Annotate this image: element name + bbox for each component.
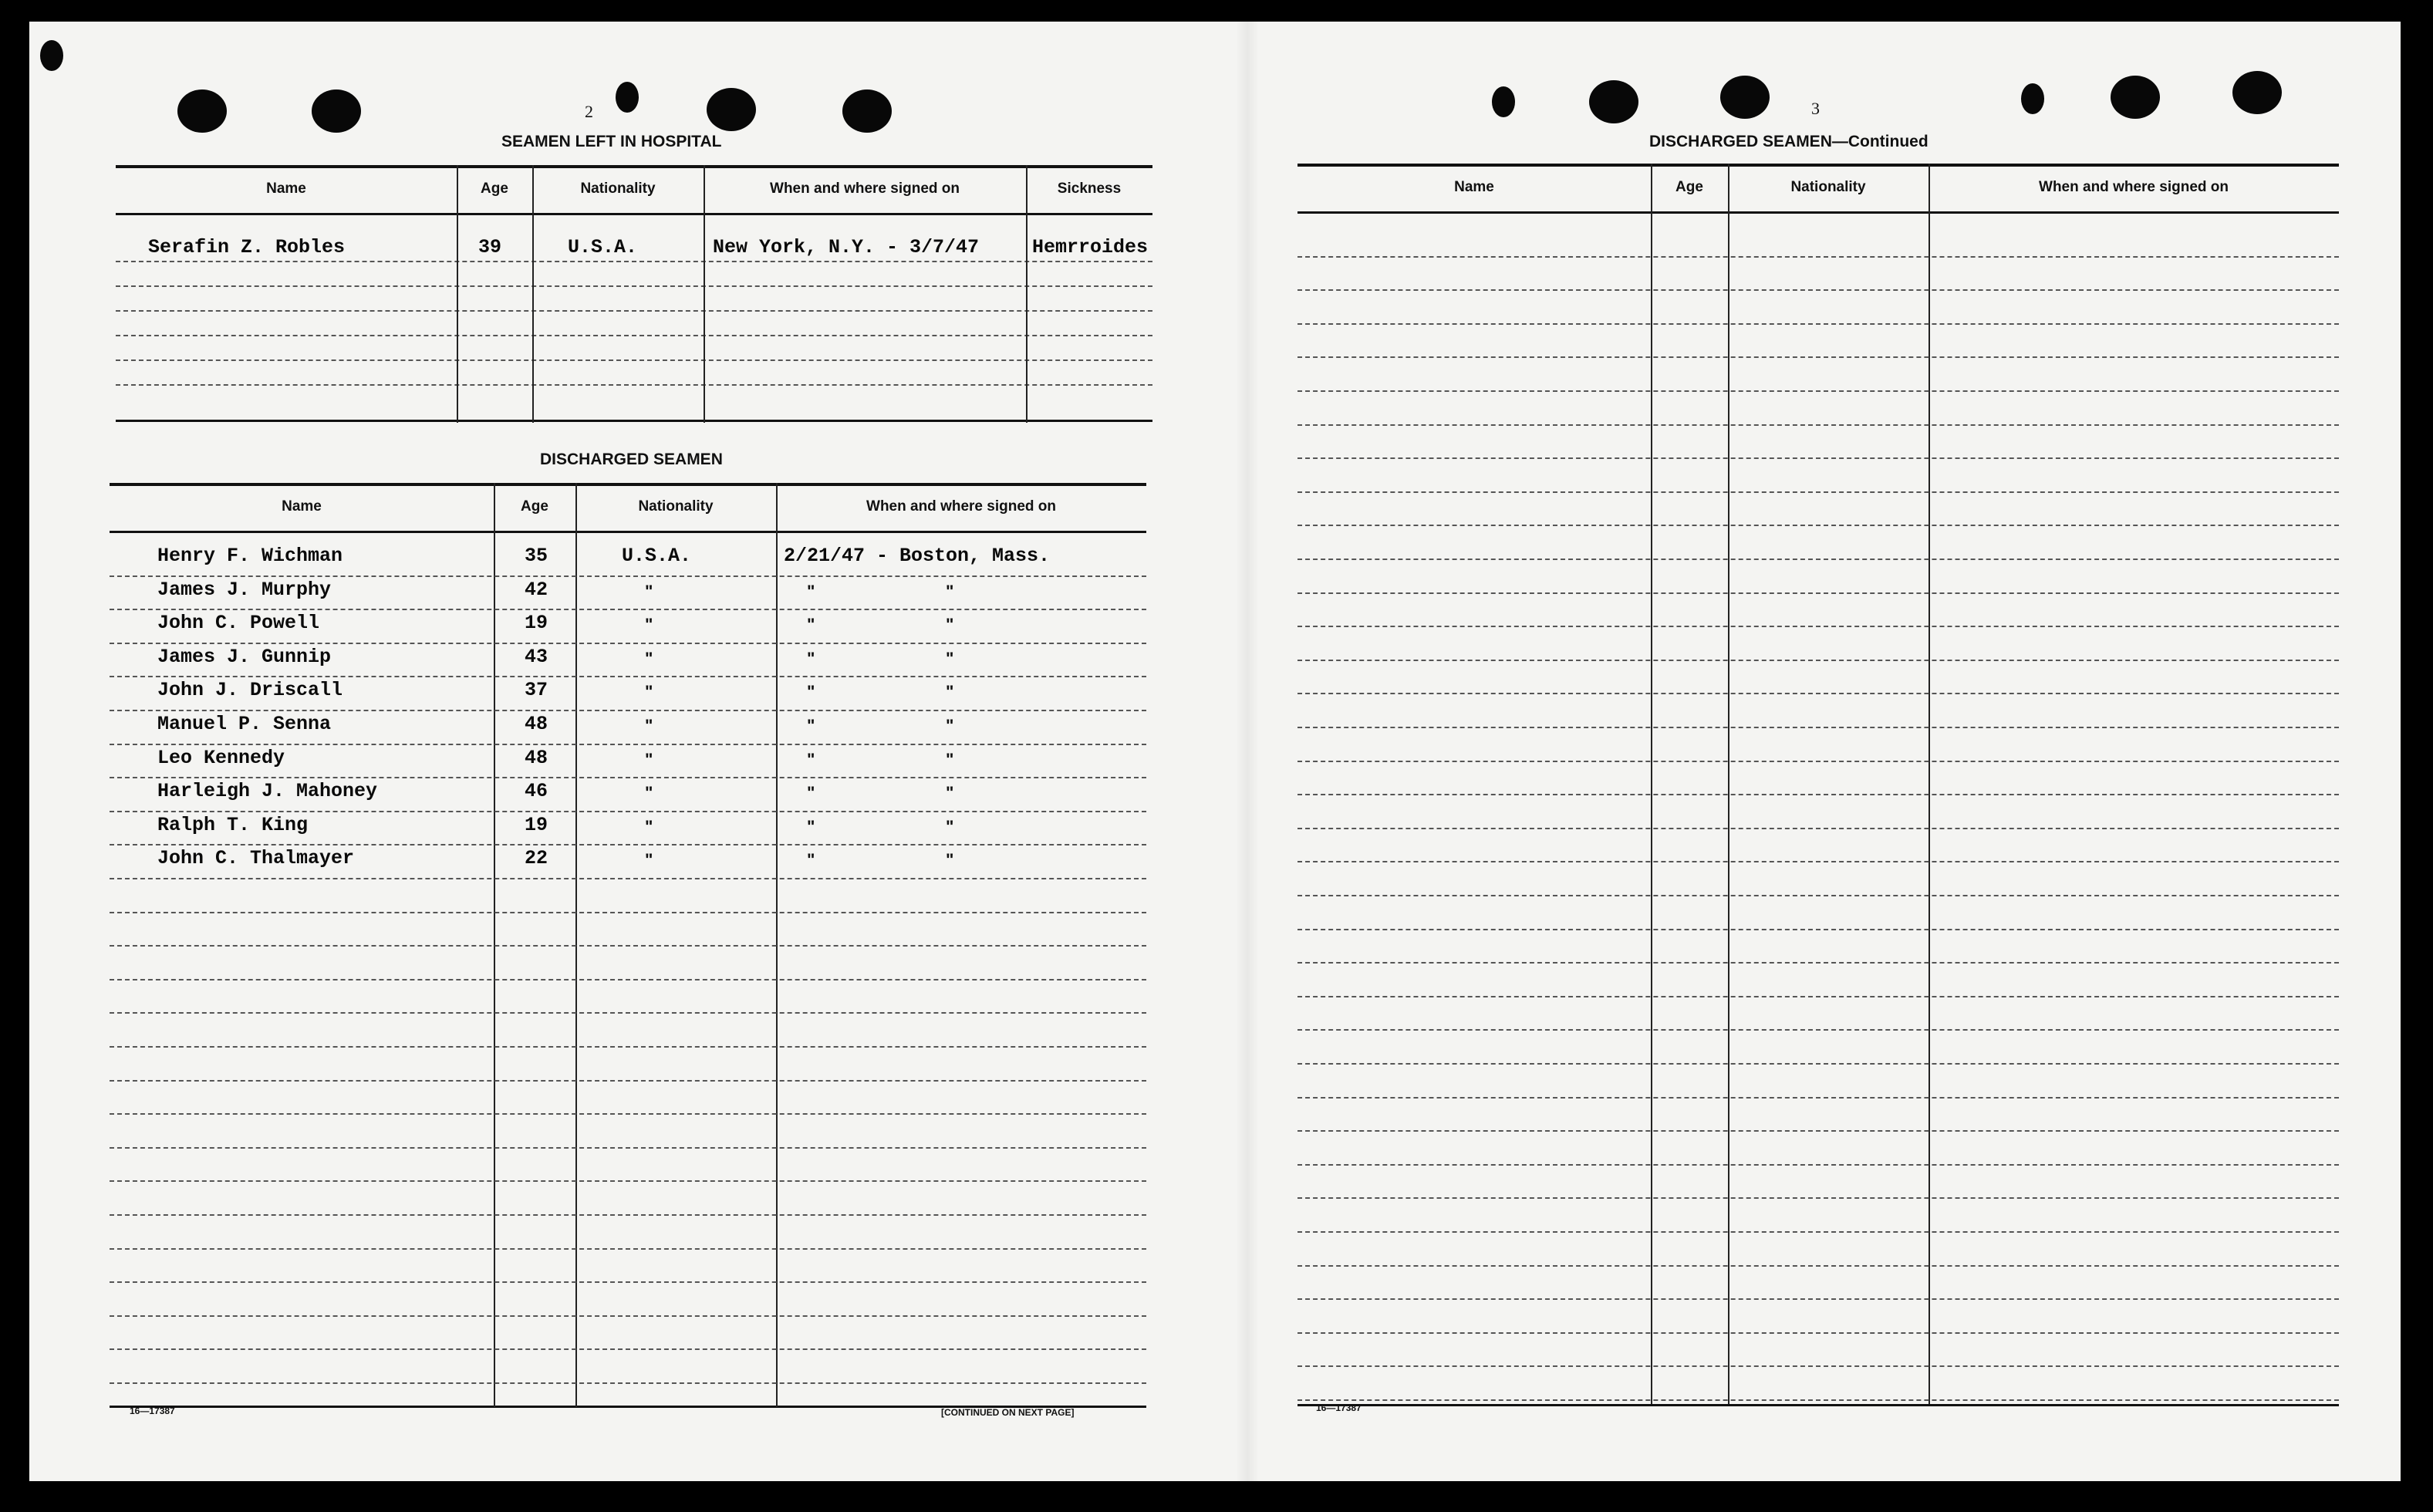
discharged-row-age: 37 [525, 679, 548, 702]
discharged-row-signed-on: " [807, 682, 815, 702]
punch-hole [2232, 71, 2282, 114]
discharged-row-signed-on-ditto: " [946, 749, 954, 769]
discharged-row-signed-on-ditto: " [946, 648, 954, 668]
discharged-row-nationality: " [645, 783, 653, 803]
document-sheet [29, 22, 2401, 1481]
punch-hole [40, 40, 63, 71]
discharged-row-name: John C. Thalmayer [157, 847, 355, 870]
punch-hole [1720, 76, 1770, 119]
col-header-name: Name [282, 498, 322, 515]
punch-hole [842, 89, 892, 133]
discharged-row-signed-on: " [807, 816, 815, 836]
discharged-row-nationality: " [645, 648, 653, 668]
discharged-row-signed-on: " [807, 716, 815, 735]
col-header-age: Age [1675, 179, 1703, 195]
discharged-row-age: 48 [525, 746, 548, 769]
discharged-row-signed-on: " [807, 615, 815, 635]
discharged-row-signed-on: " [807, 581, 815, 601]
discharged-row-name: James J. Gunnip [157, 645, 332, 668]
punch-hole [1492, 86, 1515, 117]
discharged-row-signed-on-ditto: " [946, 816, 954, 836]
discharged-row-age: 19 [525, 813, 548, 836]
col-header-nationality: Nationality [638, 498, 714, 515]
hospital-section-title: SEAMEN LEFT IN HOSPITAL [501, 133, 722, 150]
hospital-row-nationality: U.S.A. [568, 236, 638, 258]
discharged-row-age: 43 [525, 645, 548, 668]
discharged-row-age: 19 [525, 612, 548, 635]
hospital-row-age: 39 [478, 236, 502, 258]
punch-hole [707, 88, 756, 131]
discharged-row-age: 46 [525, 780, 548, 803]
col-header-nationality: Nationality [580, 181, 656, 197]
page-number: 3 [1811, 99, 1820, 118]
page-fold [1236, 22, 1259, 1481]
discharged-row-signed-on-ditto: " [946, 783, 954, 803]
col-header-name: Name [1454, 179, 1494, 195]
discharged-row-signed-on-ditto: " [946, 581, 954, 601]
punch-hole [1589, 80, 1638, 123]
punch-hole [2111, 76, 2160, 119]
discharged-row-name: Manuel P. Senna [157, 713, 332, 735]
page-number: 2 [585, 102, 593, 121]
discharged-row-name: Harleigh J. Mahoney [157, 780, 378, 803]
discharged-row-signed-on-ditto: " [946, 850, 954, 870]
discharged-continued-table [1297, 164, 2339, 1406]
discharged-row-nationality: " [645, 716, 653, 735]
discharged-row-nationality: " [645, 581, 653, 601]
col-header-signed-on: When and where signed on [866, 498, 1056, 515]
col-header-age: Age [521, 498, 548, 515]
col-header-age: Age [481, 181, 508, 197]
discharged-row-name: Leo Kennedy [157, 746, 285, 769]
discharged-row-nationality: U.S.A. [622, 545, 692, 567]
punch-hole [312, 89, 361, 133]
discharged-row-age: 48 [525, 713, 548, 735]
hospital-row-signed-on: New York, N.Y. - 3/7/47 [713, 236, 980, 258]
col-header-signed-on: When and where signed on [2039, 179, 2229, 195]
continued-note: [CONTINUED ON NEXT PAGE] [941, 1407, 1075, 1418]
discharged-table [110, 483, 1146, 1409]
discharged-row-nationality: " [645, 850, 653, 870]
discharged-row-age: 35 [525, 545, 548, 567]
discharged-row-signed-on: " [807, 749, 815, 769]
punch-hole [177, 89, 227, 133]
discharged-row-nationality: " [645, 749, 653, 769]
col-header-nationality: Nationality [1790, 179, 1866, 195]
discharged-row-nationality: " [645, 816, 653, 836]
discharged-row-name: James J. Murphy [157, 578, 332, 601]
discharged-continued-title: DISCHARGED SEAMEN—Continued [1649, 133, 1929, 150]
discharged-row-name: Henry F. Wichman [157, 545, 343, 567]
punch-hole [2021, 83, 2044, 114]
discharged-row-signed-on: " [807, 850, 815, 870]
discharged-row-signed-on: " [807, 783, 815, 803]
col-header-name: Name [266, 181, 306, 197]
discharged-row-signed-on-ditto: " [946, 716, 954, 735]
hospital-row-sickness: Hemrroides [1032, 236, 1149, 258]
form-number: 16—17387 [130, 1406, 175, 1416]
discharged-row-signed-on-ditto: " [946, 615, 954, 635]
col-header-signed-on: When and where signed on [770, 181, 960, 197]
col-header-sickness: Sickness [1057, 181, 1122, 197]
form-number: 16—17387 [1316, 1402, 1362, 1413]
discharged-row-name: John C. Powell [157, 612, 320, 635]
discharged-row-nationality: " [645, 682, 653, 702]
discharged-row-signed-on-ditto: " [946, 682, 954, 702]
discharged-row-age: 22 [525, 847, 548, 870]
discharged-section-title: DISCHARGED SEAMEN [540, 451, 723, 468]
discharged-row-name: Ralph T. King [157, 813, 309, 836]
discharged-row-nationality: " [645, 615, 653, 635]
discharged-row-name: John J. Driscall [157, 679, 343, 702]
discharged-row-signed-on: " [807, 648, 815, 668]
hospital-row-name: Serafin Z. Robles [148, 236, 346, 258]
hospital-table [116, 165, 1152, 423]
discharged-row-signed-on: 2/21/47 - Boston, Mass. [784, 545, 1051, 567]
discharged-row-age: 42 [525, 578, 548, 601]
punch-hole [616, 82, 639, 113]
